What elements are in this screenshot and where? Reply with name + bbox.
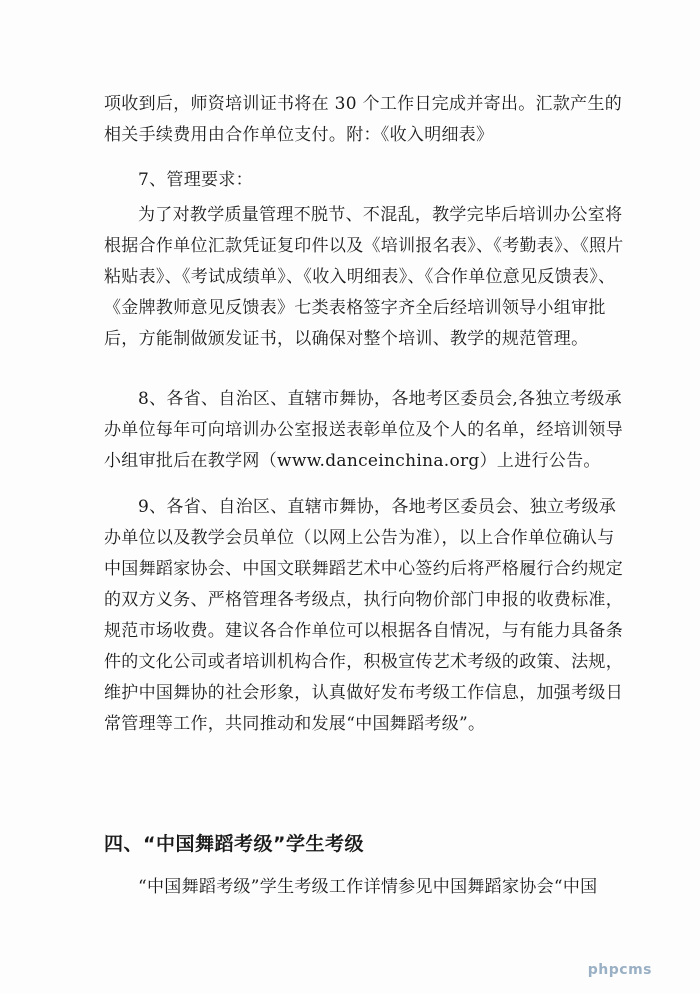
paragraph-management — [104, 200, 624, 355]
text-line: 相关手续费用由合作单位支付。附：《收入明细表》 — [104, 125, 494, 145]
watermark-logo: phpcms — [587, 962, 652, 978]
text-line: 件的文化公司或者培训机构合作，积极宣传艺术考级的政策、法规， — [104, 652, 623, 672]
text-line: 小组审批后在教学网（www.danceinchina.org）上进行公告。 — [104, 451, 601, 471]
text-line: 粘贴表》、《考试成绩单》、《收入明细表》、《合作单位意见反馈表》、 — [104, 267, 616, 287]
paragraph-item-8 — [104, 384, 623, 477]
section-heading: 四、“中国舞蹈考级”学生考级 — [104, 833, 364, 855]
text-line: 后，方能制做颁发证书，以确保对整个培训、教学的规范管理。 — [104, 329, 589, 349]
text-line: 7、管理要求： — [138, 170, 253, 190]
text-line: 办单位每年可向培训办公室报送表彰单位及个人的名单，经培训领导 — [104, 420, 623, 440]
text-line: 根据合作单位汇款凭证复印件以及《培训报名表》、《考勤表》、《照片 — [104, 236, 624, 256]
text-line: 《金牌教师意见反馈表》七类表格签字齐全后经培训领导小组审批 — [104, 298, 606, 318]
paragraph-fee-note — [104, 89, 623, 151]
paragraph-item-9 — [104, 492, 623, 740]
text-line: 项收到后，师资培训证书将在 30 个工作日完成并寄出。汇款产生的 — [104, 94, 623, 114]
text-line: “中国舞蹈考级”学生考级工作详情参见中国舞蹈家协会“中国 — [138, 877, 598, 897]
item-7-heading — [104, 165, 596, 196]
text-line: 办单位以及教学会员单位（以网上公告为准），以上合作单位确认与 — [104, 528, 615, 548]
text-line: 8、各省、自治区、直辖市舞协，各地考区委员会,各独立考级承 — [138, 389, 622, 409]
text-line: 常管理等工作，共同推动和发展“中国舞蹈考级”。 — [104, 714, 486, 734]
section-intro — [104, 872, 596, 903]
text-line: 为了对教学质量管理不脱节、不混乱，教学完毕后培训办公室将 — [138, 205, 623, 225]
text-line: 中国舞蹈家协会、中国文联舞蹈艺术中心签约后将严格履行合约规定 — [104, 559, 623, 579]
text-line: 规范市场收费。建议各合作单位可以根据各自情况，与有能力具备条 — [104, 621, 623, 641]
text-line: 维护中国舞协的社会形象，认真做好发布考级工作信息，加强考级日 — [104, 683, 623, 703]
text-line: 9、各省、自治区、直辖市舞协，各地考区委员会、独立考级承 — [138, 497, 617, 517]
text-line: 的双方义务、严格管理各考级点，执行向物价部门申报的收费标准， — [104, 590, 623, 610]
